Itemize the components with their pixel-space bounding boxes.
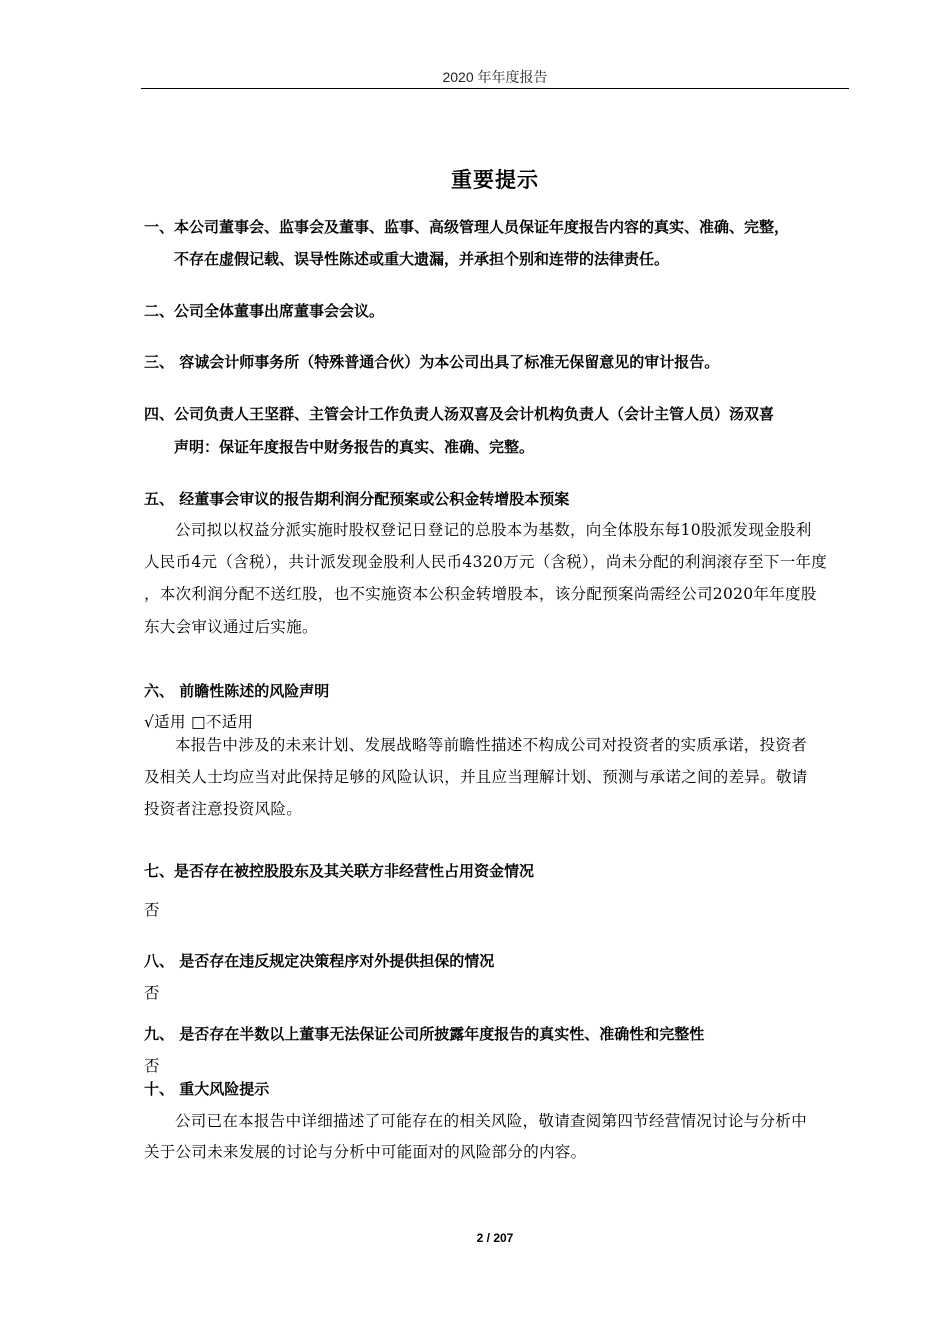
item-6-paragraph-line-1: 本报告中涉及的未来计划、发展战略等前瞻性描述不构成公司对投资者的实质承诺，投资者 xyxy=(175,736,808,754)
item-8-answer: 否 xyxy=(144,984,160,1002)
item-5-heading: 五、 经董事会审议的报告期利润分配预案或公积金转增股本预案 xyxy=(144,490,570,508)
item-4-line-2: 声明：保证年度报告中财务报告的真实、准确、完整。 xyxy=(174,438,535,456)
item-6-paragraph-line-3: 投资者注意投资风险。 xyxy=(144,800,303,818)
item-2: 二、公司全体董事出席董事会会议。 xyxy=(144,302,385,320)
item-4-line-1: 四、公司负责人王坚群、主管会计工作负责人汤双喜及会计机构负责人（会计主管人员）汤双喜 xyxy=(144,405,775,423)
item-10-heading: 十、 重大风险提示 xyxy=(144,1080,270,1098)
page-header: 2020 年年度报告 xyxy=(442,69,548,85)
item-10-paragraph-line-2: 关于公司未来发展的讨论与分析中可能面对的风险部分的内容。 xyxy=(144,1143,587,1161)
item-6-heading: 六、 前瞻性陈述的风险声明 xyxy=(144,682,330,700)
item-5-paragraph-line-3: ，本次利润分配不送红股，也不实施资本公积金转增股本，该分配预案尚需经公司2020年年度股 xyxy=(144,585,817,603)
item-8-heading: 八、 是否存在违反规定决策程序对外提供担保的情况 xyxy=(144,952,495,970)
item-5-paragraph-line-1: 公司拟以权益分派实施时股权登记日登记的总股本为基数，向全体股东每10股派发现金股利 xyxy=(175,521,812,539)
item-1-line-2: 不存在虚假记载、误导性陈述或重大遗漏，并承担个别和连带的法律责任。 xyxy=(174,250,670,268)
item-5-paragraph-line-2: 人民币4元（含税），共计派发现金股利人民币4320万元（含税），尚未分配的利润滚存至下一年度 xyxy=(144,553,828,571)
item-9-answer: 否 xyxy=(144,1057,160,1075)
item-10-paragraph-line-1: 公司已在本报告中详细描述了可能存在的相关风险，敬请查阅第四节经营情况讨论与分析中 xyxy=(175,1112,808,1130)
item-7-answer: 否 xyxy=(144,901,160,919)
item-6-applicability: √适用 □不适用 xyxy=(144,713,254,731)
item-5-paragraph-line-4: 东大会审议通过后实施。 xyxy=(144,618,318,636)
item-7-heading: 七、是否存在被控股股东及其关联方非经营性占用资金情况 xyxy=(144,862,535,880)
item-9-heading: 九、 是否存在半数以上董事无法保证公司所披露年度报告的真实性、准确性和完整性 xyxy=(144,1025,705,1043)
item-1-line-1: 一、本公司董事会、监事会及董事、监事、高级管理人员保证年度报告内容的真实、准确、完整， xyxy=(144,218,790,236)
header-divider xyxy=(141,88,849,89)
item-3: 三、 容诚会计师事务所（特殊普通合伙）为本公司出具了标准无保留意见的审计报告。 xyxy=(144,353,720,371)
item-6-paragraph-line-2: 及相关人士均应当对此保持足够的风险认识，并且应当理解计划、预测与承诺之间的差异。敬请 xyxy=(144,768,808,786)
page-number: 2 / 207 xyxy=(476,1231,514,1245)
page-title: 重要提示 xyxy=(451,168,539,192)
